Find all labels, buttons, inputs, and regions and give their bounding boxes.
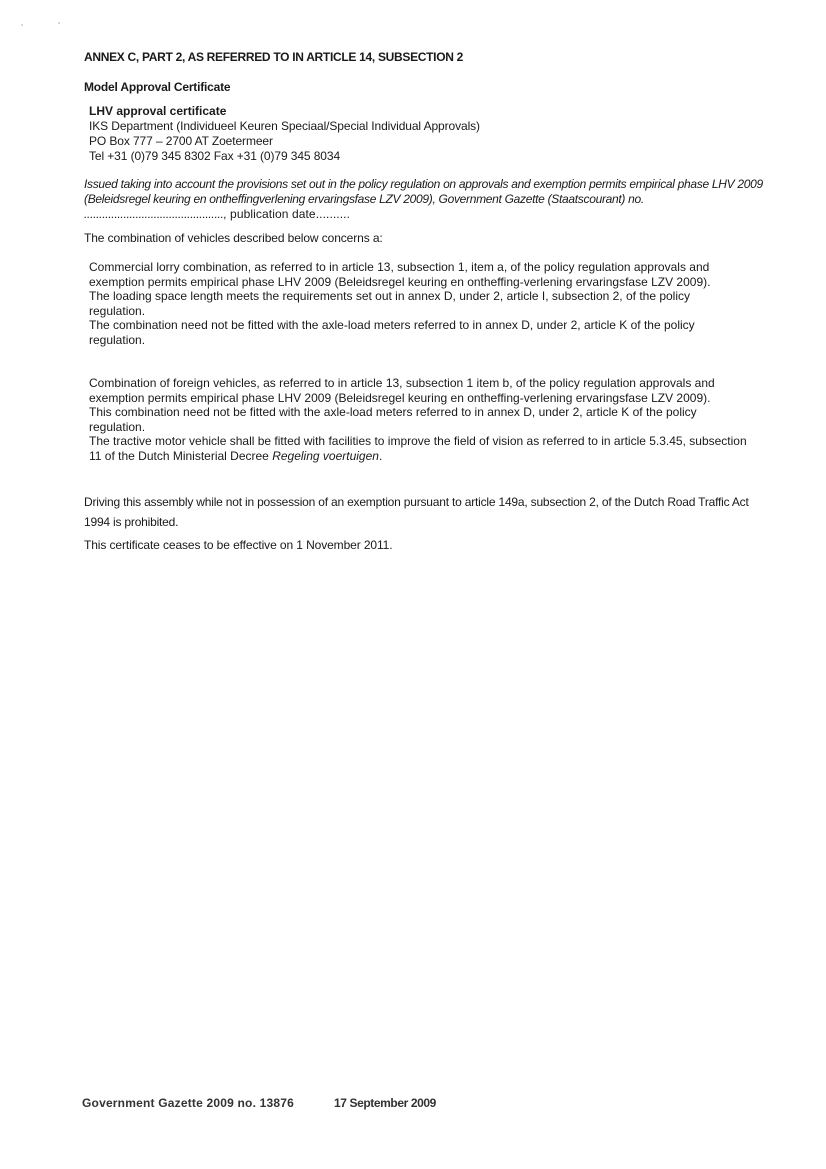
department-line: IKS Department (Individueel Keuren Speciaal/Special Individual Approvals): [89, 119, 480, 133]
paragraph-line: The loading space length meets the requirements set out in annex D, under 2, article I, subsection 2, of the policy regulation.: [89, 289, 691, 318]
address-line: PO Box 777 – 2700 AT Zoetermeer: [89, 134, 273, 148]
model-certificate-title: Model Approval Certificate: [84, 80, 231, 94]
paragraph-text: .: [378, 448, 383, 463]
paragraph-line: Combination of foreign vehicles, as referred to in article 13, subsection 1 item b, of the policy regulation approvals and exemption permits empirical phase LHV 2009 (Beleidsregel keuring en ontheffing-verlening ervaringsfase LZV 2009).: [89, 376, 715, 405]
scan-speck: [21, 24, 23, 26]
expiry-notice: This certificate ceases to be effective on 1 November 2011.: [84, 538, 393, 552]
issued-text: Issued taking into account the provisions set out in the policy regulation on approvals and exemption permits empirical phase LHV 2009 (Beleidsregel keuring en ontheffingverlening ervaringsfase LZV 2009), Government Gazette (Staatscourant) no. ..............................................,: [84, 177, 763, 221]
driving-prohibition-notice: Driving this assembly while not in possession of an exemption pursuant to article 149a, subsection 2, of the Dutch Road Traffic Act 1994 is prohibited.: [84, 495, 749, 529]
paragraph-line: The combination need not be fitted with the axle-load meters referred to in annex D, under 2, article K of the policy regulation.: [89, 318, 695, 347]
foreign-vehicles-paragraph: [89, 376, 749, 464]
phone-line: Tel +31 (0)79 345 8302 Fax +31 (0)79 345 8034: [89, 149, 341, 163]
paragraph-text: The tractive motor vehicle shall be fitted with facilities to improve the field of vision as referred to in article 5.3.45, subsection 11 of the Dutch Ministerial Decree: [89, 434, 747, 463]
footer-gazette-reference: Government Gazette 2009 no. 13876: [82, 1096, 295, 1110]
certificate-title: LHV approval certificate: [89, 104, 227, 118]
annex-heading: ANNEX C, PART 2, AS REFERRED TO IN ARTICLE 14, SUBSECTION 2: [84, 50, 464, 64]
paragraph-line: Commercial lorry combination, as referred to in article 13, subsection 1, item a, of the policy regulation approvals and exemption permits empirical phase LHV 2009 (Beleidsregel keuring en ontheffing-verlening ervaringsfase LZV 2009).: [89, 260, 711, 289]
certificate-issuer-block: [89, 104, 480, 164]
issued-statement: [84, 177, 764, 222]
publication-date-placeholder: publication date..........: [226, 207, 351, 221]
scan-speck: [58, 22, 60, 24]
decree-name: Regeling voertuigen: [272, 448, 379, 463]
paragraph-line: [89, 434, 749, 463]
commercial-lorry-paragraph: [89, 260, 749, 348]
footer-date: 17 September 2009: [334, 1096, 436, 1110]
paragraph-line: This combination need not be fitted with the axle-load meters referred to in annex D, under 2, article K of the policy regulation.: [89, 405, 697, 434]
concerns-intro: The combination of vehicles described below concerns a:: [84, 231, 383, 245]
